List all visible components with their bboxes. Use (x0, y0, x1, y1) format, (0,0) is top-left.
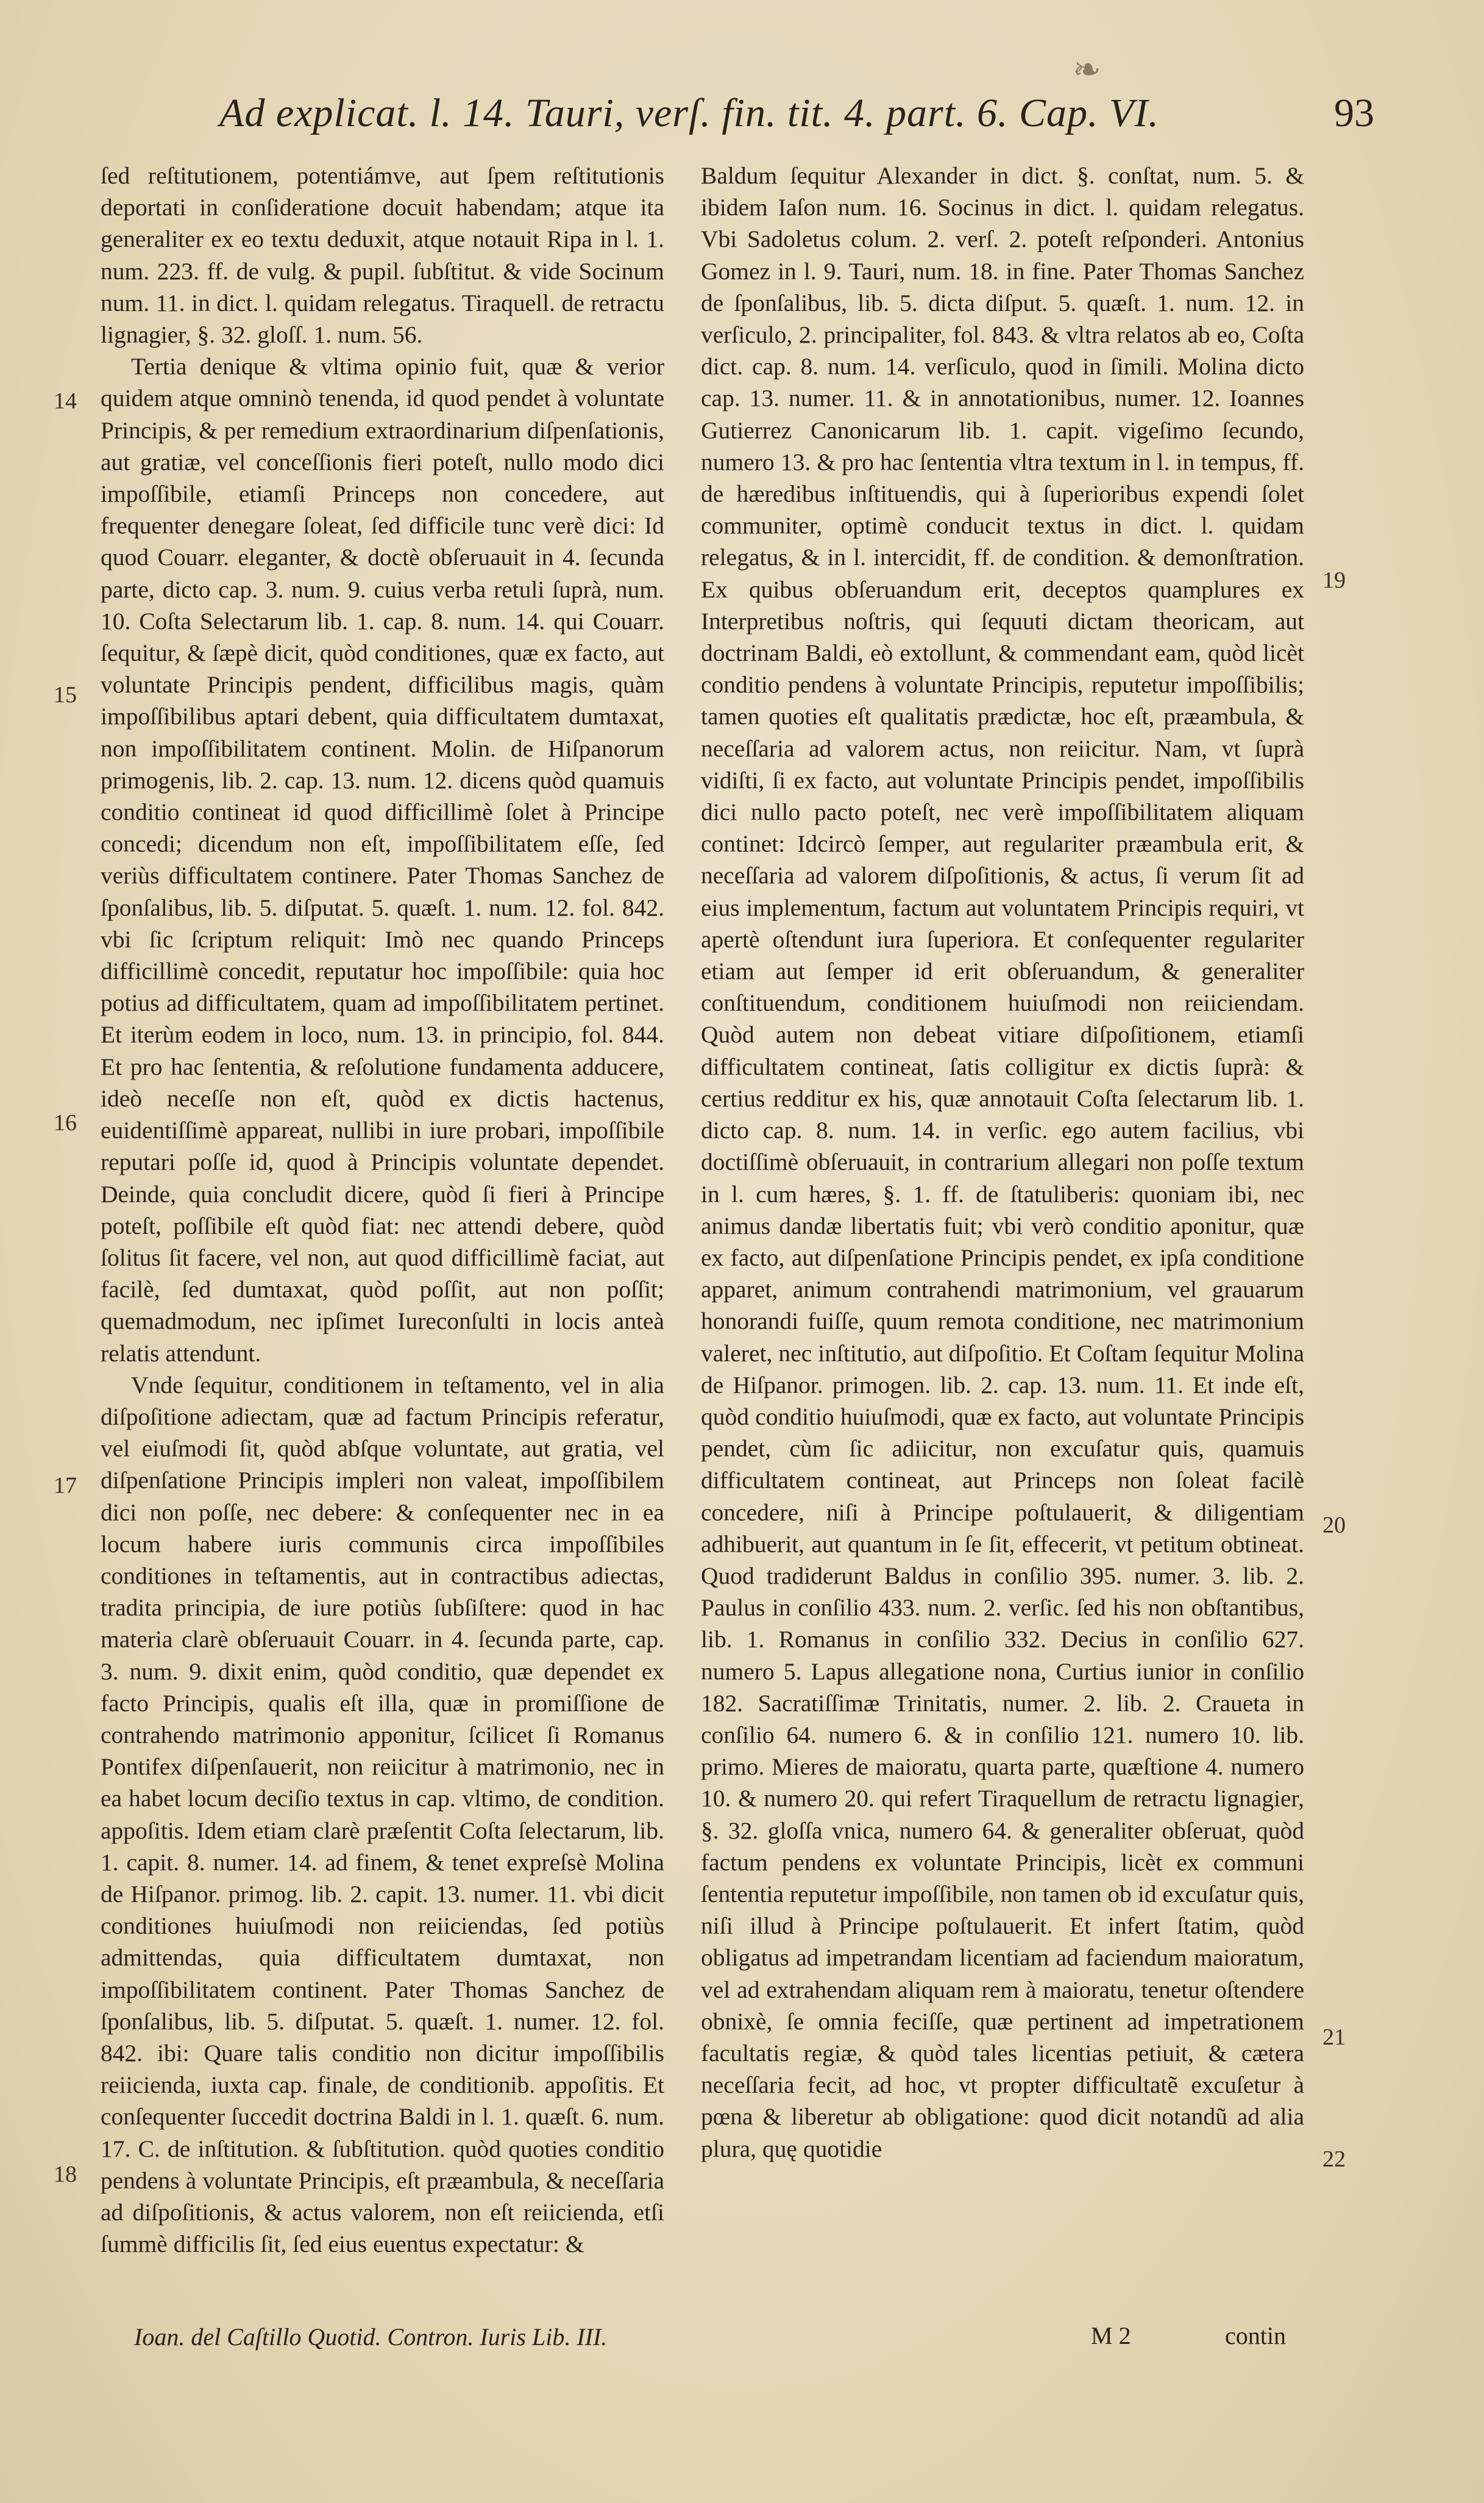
paragraph: Baldum ſequitur Alexander in dict. §. conſtat, num. 5. & ibidem Iaſon num. 16. Socinus in dict. l. quidam relegatus. Vbi Sadoletus colum. 2. verſ. 2. poteſt reſponderi. Antonius Gomez in l. 9. Tauri, num. 18. in fine. Pater Thomas Sanchez de ſponſalibus, lib. 5. dicta diſput. 5. quæſt. 1. num. 12. in verſiculo, 2. principaliter, fol. 843. & vltra relatos ab eo, Coſta dict. cap. 8. num. 14. verſiculo, quod in ſimili. Molina dicto cap. 13. numer. 11. & in annotationibus, numer. 12. Ioannes Gutierrez Canonicarum lib. 1. capit. vigeſimo ſecundo, numero 13. & pro hac ſententia vltra textum in l. in tempus, ff. de hæredibus inſtituendis, qui à ſuperioribus expendi ſolet communiter, optimè conducit textus in dict. l. quidam relegatus, & in l. intercidit, ff. de condition. & demonſtration. Ex quibus obſeruandum erit, deceptos quamplures ex Interpretibus noſtris, qui ſequuti dictam theoricam, aut doctrinam Baldi, eò extollunt, & commendant eam, quòd licèt conditio pendens à voluntate Principis, reputetur impoſſibilis; tamen quoties eſt qualitatis prædictæ, hoc eſt, præambula, & neceſſaria ad valorem actus, non reiicitur. Nam, vt ſuprà vidiſti, ſi ex facto, aut voluntate Principis pendet, impoſſibilis dici nullo pacto poteſt, nec verè impoſſibilitatem aliquam continet: Idcircò ſemper, aut regulariter præambula erit, & neceſſaria ad valorem diſpoſitionis, & actus, ſi verum ſit ad eius implementum, factum aut voluntatem Principis requiri, vt apertè oſtendunt iura ſuperiora. Et conſequenter regulariter etiam aut ſemper id erit obſeruandum, & generaliter conſtituendum, conditionem huiuſmodi non reiiciendam. Quòd autem non debeat vitiare diſpoſitionem, etiamſi difficultatem contineat, ſatis colligitur ex dictis ſuprà: & certius redditur ex his, quæ annotauit Coſta ſelectarum lib. 1. dicto cap. 8. num. 14. in verſic. ego autem facilius, vbi doctiſſimè obſeruauit, in contrarium allegari non poſſe textum in l. cum hæres, §. 1. ff. de ſtatuliberis: quoniam ibi, nec animus dandæ libertatis fuit; vbi verò conditio aponitur, quæ ex facto, aut diſpenſatione Principis pendet, ex ipſa conditione apparet, animum contrahendi matrimonium, vel grauarum honorandi fuiſſe, quum remota conditione, nec matrimonium valeret, nec inſtitutio, aut diſpoſitio. Et Coſtam ſequitur Molina de Hiſpanor. primogen. lib. 2. cap. 13. num. 11. Et inde eſt, quòd conditio huiuſmodi, quæ ex facto, aut voluntate Principis pendet, cùm ſic adiicitur, non excuſatur quis, quamuis difficultatem contineat, aut Princeps non ſoleat facilè concedere, niſi à Principe poſtulauerit, & diligentiam adhibuerit, aut quantum in ſe ſit, effecerit, vt petitum obtineat. Quod tradiderunt Baldus in conſilio 395. numer. 3. lib. 2. Paulus in conſilio 433. num. 2. verſic. ſed his non obſtantibus, lib. 1. Romanus in conſilio 332. Decius in conſilio 627. numero 5. Lapus allegatione nona, Curtius iunior in conſilio 182. Sacratiſſimæ Trinitatis, numer. 2. lib. 2. Craueta in conſilio 64. numero 6. & in conſilio 121. numero 10. lib. primo. Mieres de maioratu, quarta parte, quæſtione 4. numero 10. & numero 20. qui refert Tiraquellum de retractu lignagier, §. 32. gloſſa vnica, numero 64. & generaliter obſeruat, quòd factum pendens ex voluntate Principis, licèt ex communi ſententia reputetur impoſſibile, non tamen ob id excuſatur quis, niſi illud à Principe poſtulauerit. Et infert ſtatim, quòd obligatus ad impetrandam licentiam ad faciendum maioratum, vel ad extrahendam aliquam rem à maioratu, tenetur oſtendere obnixè, ſe omnia feciſſe, quæ pertinent ad impetrationem facultatis regiæ, & quòd tales licentias petiuit, & cætera neceſſaria fecit, ad hoc, vt propter difficultatẽ excuſetur à pœna & liberetur ab obligatione: quod dicit notandũ ad alia plura, quę quotidie (701, 162, 1304, 2162)
page-number: 93 (1334, 91, 1374, 135)
margin-number: 14 (54, 388, 77, 414)
paragraph: Tertia denique & vltima opinio fuit, quæ & verior quidem atque omninò tenenda, id quod pendet à voluntate Principis, & per remedium extraordinarium diſpenſationis, aut gratiæ, vel conceſſionis fieri poteſt, nullo modo dici impoſſibile, etiamſi Princeps non concedere, aut frequenter denegare ſoleat, ſed difficile tunc verè dici: Id quod Couarr. eleganter, & doctè obſeruauit in 4. ſecunda parte, dicto cap. 3. num. 9. cuius verba retuli ſuprà, num. 10. Coſta Selectarum lib. 1. cap. 8. num. 14. qui Couarr. ſequitur, & ſæpè dicit, quòd conditiones, quæ ex facto, aut voluntate Principis pendent, difficilibus magis, quàm impoſſibilibus aptari debent, quia difficultatem dumtaxat, non impoſſibilitatem continent. Molin. de Hiſpanorum primogenis, lib. 2. cap. 13. num. 12. dicens quòd quamuis conditio contineat id quod difficillimè ſolet à Principe concedi; dicendum non eſt, impoſſibilitatem eſſe, ſed veriùs difficultatem continere. Pater Thomas Sanchez de ſponſalibus, lib. 5. diſputat. 5. quæſt. 1. num. 12. fol. 842. vbi ſic ſcriptum reliquit: Imò nec quando Princeps difficillimè concedit, reputatur hoc impoſſibile: quia hoc potius ad difficultatem, quam ad impoſſibilitatem pertinet. Et iterùm eodem in loco, num. 13. in principio, fol. 844. Et pro hac ſententia, & reſolutione fundamenta adducere, ideò neceſſe non eſt, quòd ex dictis hactenus, euidentiſſimè appareat, nullibi in iure probari, impoſſibile reputari poſſe id, quod à Principis voluntate dependet. Deinde, quia concludit dicere, quòd ſi fieri à Principe poteſt, poſſibile eſt quòd fiat: nec attendi debere, quòd ſolitus ſit facere, vel non, aut quod difficillimè faciat, aut facilè, ſed dumtaxat, quòd poſſit, aut non poſſit; quemadmodum, nec ipſimet Iureconſulti in locis anteà relatis attendunt. (101, 353, 664, 1367)
margin-number: 19 (1322, 568, 1346, 593)
margin-number: 16 (54, 1110, 77, 1136)
right-column (701, 160, 1304, 2165)
margin-number: 17 (54, 1473, 77, 1498)
margin-number: 22 (1322, 2146, 1346, 2172)
page-header (219, 90, 1380, 157)
left-column (101, 160, 664, 2260)
running-head: Ad explicat. l. 14. Tauri, verſ. fin. tit. 4. part. 6. Cap. VI. (219, 91, 1159, 135)
margin-number: 20 (1322, 1512, 1346, 1538)
printers-ornament: ❧ (1073, 51, 1101, 89)
source-footer: Ioan. del Caſtillo Quotid. Contron. Iuris Lib. III. (134, 2323, 608, 2351)
catchword: contin (1225, 2322, 1286, 2349)
margin-number: 21 (1322, 2024, 1346, 2050)
paragraph: Vnde ſequitur, conditionem in teſtamento, vel in alia diſpoſitione adiectam, quæ ad factum Principis referatur, vel eiuſmodi ſit, quòd abſque voluntate, aut gratia, vel diſpenſatione Principis impleri non valeat, impoſſibilem dici non poſſe, nec debere: & conſequenter nec in ea locum habere iuris communis circa impoſſibiles conditiones in teſtamentis, aut in contractibus adiectas, tradita principia, de iure potiùs ſubſiſtere: quod in hac materia clarè obſeruauit Couarr. in 4. ſecunda parte, cap. 3. num. 9. dixit enim, quòd conditio, quæ dependet ex facto Principis, qualis eſt illa, quæ in promiſſione de contrahendo matrimonio apponitur, ſcilicet ſi Romanus Pontifex diſpenſauerit, non reiicitur à matrimonio, nec in ea habet locum deciſio textus in cap. vltimo, de condition. appoſitis. Idem etiam clarè præſentit Coſta ſelectarum, lib. 1. capit. 8. numer. 14. ad finem, & tenet expreſsè Molina de Hiſpanor. primog. lib. 2. capit. 13. numer. 11. vbi dicit conditiones huiuſmodi non reiiciendas, ſed potiùs admittendas, quia difficultatem dumtaxat, non impoſſibilitatem continent. Pater Thomas Sanchez de ſponſalibus, lib. 5. diſputat. 5. quæſt. 1. numer. 12. fol. 842. ibi: Quare talis conditio non dicitur impoſſibilis reiicienda, iuxta cap. finale, de conditionib. appoſitis. Et conſequenter ſuccedit doctrina Baldi in l. 1. quæſt. 6. num. 17. C. de inſtitution. & ſubſtitution. quòd quoties conditio pendens à voluntate Principis, eſt præambula, & neceſſaria ad diſpoſitionis, & actus valorem, non eſt reiicienda, etſi ſummè difficilis ſit, ſed eius euentus expectatur: & (101, 1371, 664, 2258)
paragraph: ſed reſtitutionem, potentiámve, aut ſpem reſtitutionis deportati in conſideratione docuit habendam; atque ita generaliter ex eo textu deduxit, atque notauit Ripa in l. 1. num. 223. ff. de vulg. & pupil. ſubſtitut. & vide Socinum num. 11. in dict. l. quidam relegatus. Tiraquell. de retractu lignagier, §. 32. gloſſ. 1. num. 56. (101, 162, 664, 349)
signature-mark: M 2 (1091, 2322, 1131, 2349)
margin-number: 18 (54, 2162, 77, 2187)
margin-number: 15 (54, 682, 77, 708)
